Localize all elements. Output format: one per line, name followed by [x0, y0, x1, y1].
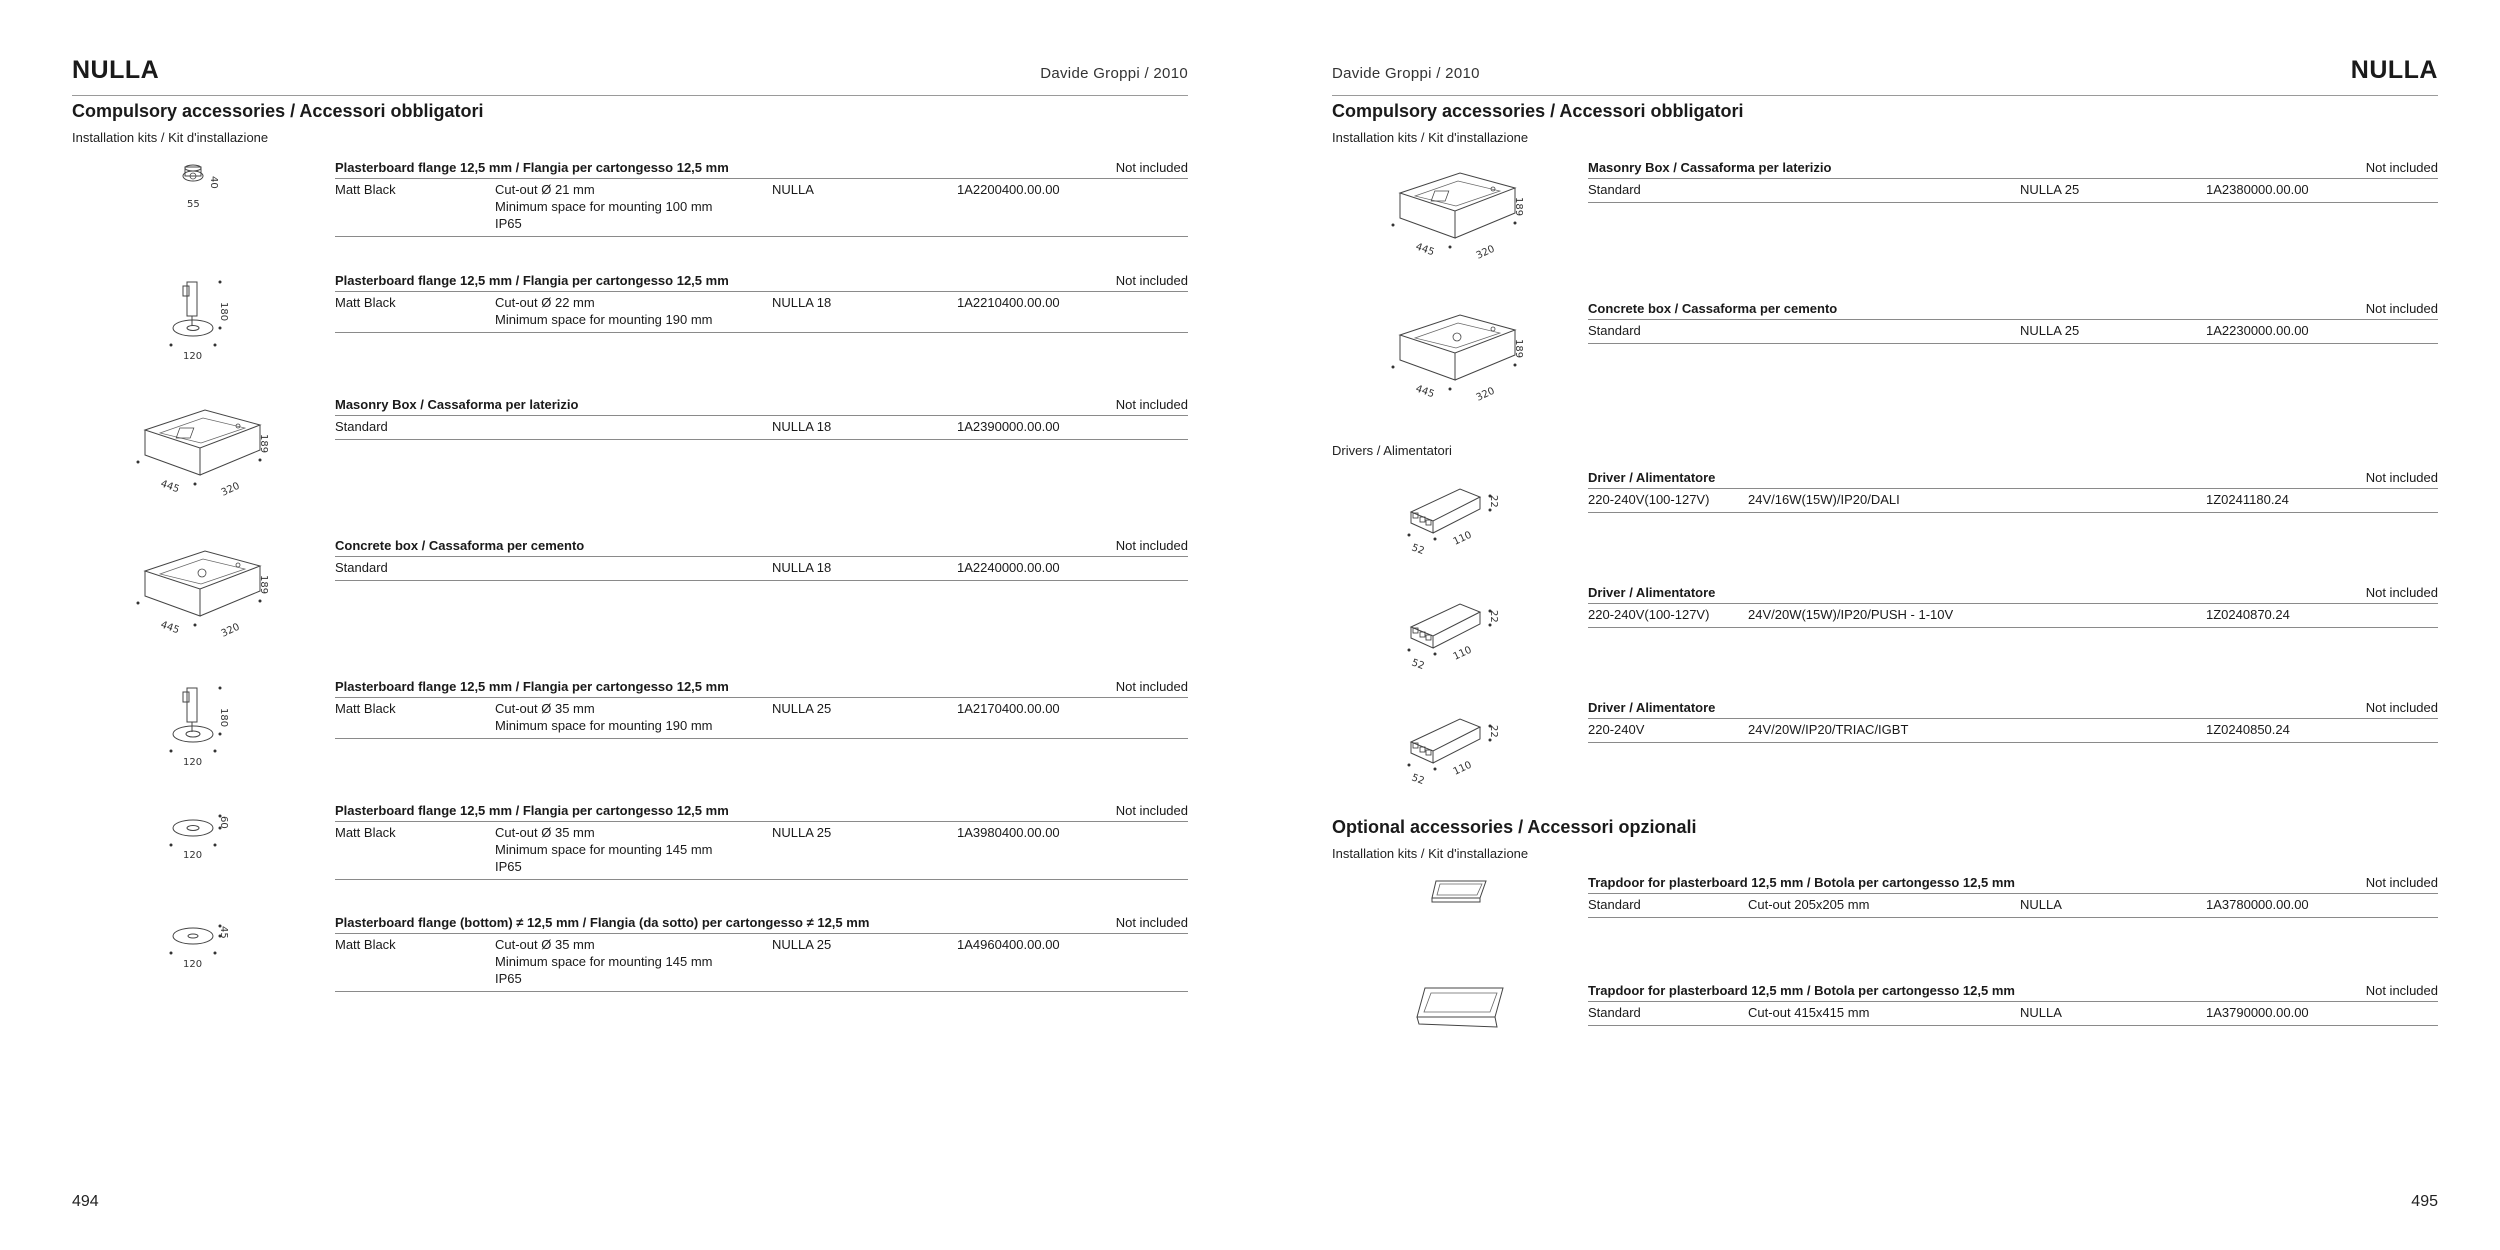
driver-drawing — [1405, 477, 1515, 558]
included-status: Not included — [1115, 273, 1188, 288]
model: NULLA 25 — [772, 701, 832, 716]
accessory-entry — [1588, 875, 2438, 918]
finish: Matt Black — [335, 295, 396, 310]
entry-title: Trapdoor for plasterboard 12,5 mm / Botola per cartongesso 12,5 mm — [1588, 983, 2015, 998]
included-status: Not included — [1115, 679, 1188, 694]
accessory-entry — [335, 273, 1188, 333]
brand-title: NULLA — [72, 56, 160, 84]
dim-label: 22 — [1488, 725, 1499, 738]
dim-label: 110 — [1451, 759, 1474, 778]
finish: Standard — [335, 419, 388, 434]
included-status: Not included — [2365, 585, 2438, 600]
dim-label: 52 — [1409, 772, 1426, 788]
product-code: 1A3780000.00.00 — [2206, 897, 2309, 912]
dim-label: 55 — [187, 199, 200, 210]
page-number: 495 — [2411, 1193, 2438, 1210]
page-right — [1250, 0, 2500, 1250]
model: NULLA — [772, 182, 814, 197]
entry-title: Masonry Box / Cassaforma per laterizio — [1588, 160, 1832, 175]
entry-title: Driver / Alimentatore — [1588, 700, 1716, 715]
entry-title: Plasterboard flange 12,5 mm / Flangia per cartongesso 12,5 mm — [335, 803, 729, 818]
product-code: 1A2200400.00.00 — [957, 182, 1060, 197]
section-title: Optional accessories / Accessori opzionali — [1332, 817, 1697, 837]
dim-label: 45 — [218, 926, 229, 939]
dim-label: 445 — [158, 619, 181, 637]
accessory-entry — [335, 160, 1188, 237]
product-code: 1A3790000.00.00 — [2206, 1005, 2309, 1020]
dim-label: 120 — [183, 850, 203, 861]
finish: Matt Black — [335, 701, 396, 716]
accessory-entry — [335, 803, 1188, 880]
output-spec: 24V/20W/IP20/TRIAC/IGBT — [1748, 722, 1909, 737]
dim-label: 110 — [1451, 529, 1474, 548]
spec: Cut-out Ø 35 mm Minimum space for mounting 145 mm IP65 — [495, 937, 713, 986]
finish: Matt Black — [335, 825, 396, 840]
model: NULLA 25 — [2020, 323, 2080, 338]
driver-entry — [1588, 470, 2438, 513]
dim-label: 189 — [258, 434, 269, 454]
accessory-entry — [1588, 301, 2438, 344]
page-number: 494 — [72, 1193, 99, 1210]
dim-label: 52 — [1409, 657, 1426, 673]
model: NULLA 25 — [772, 937, 832, 952]
accessory-entry — [1588, 160, 2438, 203]
spec: Cut-out Ø 22 mm Minimum space for mounting 190 mm — [495, 295, 713, 327]
flange-drawing — [165, 808, 245, 868]
input-voltage: 220-240V — [1588, 722, 1645, 737]
dim-label: 60 — [218, 816, 229, 829]
designer-credit: Davide Groppi / 2010 — [1332, 65, 1480, 82]
flange-drawing — [165, 278, 245, 363]
finish: Matt Black — [335, 182, 396, 197]
subsection-title: Drivers / Alimentatori — [1332, 443, 1452, 458]
included-status: Not included — [1115, 538, 1188, 553]
dim-label: 120 — [183, 757, 203, 768]
dim-label: 189 — [1513, 197, 1524, 217]
model: NULLA 18 — [772, 295, 832, 310]
entry-title: Concrete box / Cassaforma per cemento — [1588, 301, 1838, 316]
masonry-box-drawing — [1390, 163, 1530, 263]
model: NULLA 25 — [2020, 182, 2080, 197]
dim-label: 180 — [218, 708, 229, 728]
included-status: Not included — [1115, 160, 1188, 175]
concrete-box-drawing — [135, 541, 275, 641]
entry-title: Plasterboard flange 12,5 mm / Flangia per cartongesso 12,5 mm — [335, 160, 729, 175]
included-status: Not included — [2365, 875, 2438, 890]
product-code: 1A2390000.00.00 — [957, 419, 1060, 434]
included-status: Not included — [1115, 397, 1188, 412]
dim-label: 320 — [219, 621, 242, 640]
model: NULLA — [2020, 897, 2062, 912]
flange-small-drawing — [165, 160, 235, 210]
entry-title: Driver / Alimentatore — [1588, 585, 1716, 600]
dim-label: 52 — [1409, 542, 1426, 558]
finish: Standard — [1588, 323, 1641, 338]
accessory-entry — [335, 397, 1188, 440]
spec: Cut-out Ø 21 mm Minimum space for mounting 100 mm IP65 — [495, 182, 713, 231]
model: NULLA — [2020, 1005, 2062, 1020]
included-status: Not included — [1115, 803, 1188, 818]
dim-label: 189 — [1513, 339, 1524, 359]
spec: Cut-out Ø 35 mm Minimum space for mounting 190 mm — [495, 701, 713, 733]
dim-label: 40 — [208, 176, 219, 189]
subsection-title: Installation kits / Kit d'installazione — [72, 130, 269, 145]
model: NULLA 18 — [772, 560, 832, 575]
dim-label: 320 — [1474, 385, 1497, 404]
designer-credit: Davide Groppi / 2010 — [1040, 65, 1188, 82]
dim-label: 180 — [218, 302, 229, 322]
subsection-title: Installation kits / Kit d'installazione — [1332, 846, 1529, 861]
model: NULLA 25 — [772, 825, 832, 840]
entry-title: Concrete box / Cassaforma per cemento — [335, 538, 585, 553]
subsection-title: Installation kits / Kit d'installazione — [1332, 130, 1529, 145]
trapdoor-large-drawing — [1413, 985, 1513, 1030]
accessory-entry — [335, 915, 1188, 992]
included-status: Not included — [1115, 915, 1188, 930]
section-title: Compulsory accessories / Accessori obbligatori — [72, 101, 484, 121]
accessory-entry — [335, 538, 1188, 581]
dim-label: 120 — [183, 351, 203, 362]
finish: Standard — [1588, 1005, 1641, 1020]
driver-entry — [1588, 585, 2438, 628]
section-title: Compulsory accessories / Accessori obbligatori — [1332, 101, 1744, 121]
included-status: Not included — [2365, 470, 2438, 485]
product-code: 1A2170400.00.00 — [957, 701, 1060, 716]
header-rule — [1332, 95, 2438, 96]
entry-title: Driver / Alimentatore — [1588, 470, 1716, 485]
included-status: Not included — [2365, 983, 2438, 998]
driver-entry — [1588, 700, 2438, 743]
driver-drawing — [1405, 707, 1515, 788]
concrete-box-drawing — [1390, 305, 1530, 405]
spec: Cut-out Ø 35 mm Minimum space for mounting 145 mm IP65 — [495, 825, 713, 874]
entry-title: Plasterboard flange 12,5 mm / Flangia per cartongesso 12,5 mm — [335, 273, 729, 288]
accessory-entry — [335, 679, 1188, 739]
dim-label: 110 — [1451, 644, 1474, 663]
included-status: Not included — [2365, 301, 2438, 316]
input-voltage: 220-240V(100-127V) — [1588, 607, 1710, 622]
entry-title: Masonry Box / Cassaforma per laterizio — [335, 397, 579, 412]
product-code: 1Z0241180.24 — [2206, 492, 2289, 507]
entry-title: Trapdoor for plasterboard 12,5 mm / Botola per cartongesso 12,5 mm — [1588, 875, 2015, 890]
dim-label: 445 — [1413, 383, 1436, 401]
masonry-box-drawing — [135, 400, 275, 500]
product-code: 1Z0240870.24 — [2206, 607, 2290, 622]
spec: Cut-out 415x415 mm — [1748, 1005, 1870, 1020]
dim-label: 445 — [1413, 241, 1436, 259]
dim-label: 320 — [1474, 243, 1497, 262]
product-code: 1A2210400.00.00 — [957, 295, 1060, 310]
flange-drawing — [165, 684, 245, 769]
product-code: 1A4960400.00.00 — [957, 937, 1060, 952]
product-code: 1A2380000.00.00 — [2206, 182, 2309, 197]
dim-label: 320 — [219, 480, 242, 499]
finish: Matt Black — [335, 937, 396, 952]
output-spec: 24V/20W(15W)/IP20/PUSH - 1-10V — [1748, 607, 1954, 622]
flange-bottom-drawing — [165, 920, 245, 980]
output-spec: 24V/16W(15W)/IP20/DALI — [1748, 492, 1900, 507]
driver-drawing — [1405, 592, 1515, 673]
included-status: Not included — [2365, 160, 2438, 175]
dim-label: 22 — [1488, 495, 1499, 508]
product-code: 1Z0240850.24 — [2206, 722, 2290, 737]
entry-title: Plasterboard flange 12,5 mm / Flangia per cartongesso 12,5 mm — [335, 679, 729, 694]
finish: Standard — [1588, 182, 1641, 197]
spec: Cut-out 205x205 mm — [1748, 897, 1870, 912]
trapdoor-small-drawing — [1430, 878, 1500, 908]
included-status: Not included — [2365, 700, 2438, 715]
header-rule — [72, 95, 1188, 96]
accessory-entry — [1588, 983, 2438, 1026]
finish: Standard — [335, 560, 388, 575]
product-code: 1A3980400.00.00 — [957, 825, 1060, 840]
dim-label: 445 — [158, 478, 181, 496]
brand-title: NULLA — [2350, 56, 2438, 84]
input-voltage: 220-240V(100-127V) — [1588, 492, 1710, 507]
product-code: 1A2230000.00.00 — [2206, 323, 2309, 338]
dim-label: 189 — [258, 575, 269, 595]
model: NULLA 18 — [772, 419, 832, 434]
finish: Standard — [1588, 897, 1641, 912]
dim-label: 22 — [1488, 610, 1499, 623]
product-code: 1A2240000.00.00 — [957, 560, 1060, 575]
dim-label: 120 — [183, 959, 203, 970]
entry-title: Plasterboard flange (bottom) ≠ 12,5 mm / Flangia (da sotto) per cartongesso ≠ 12,5 mm — [335, 915, 870, 930]
